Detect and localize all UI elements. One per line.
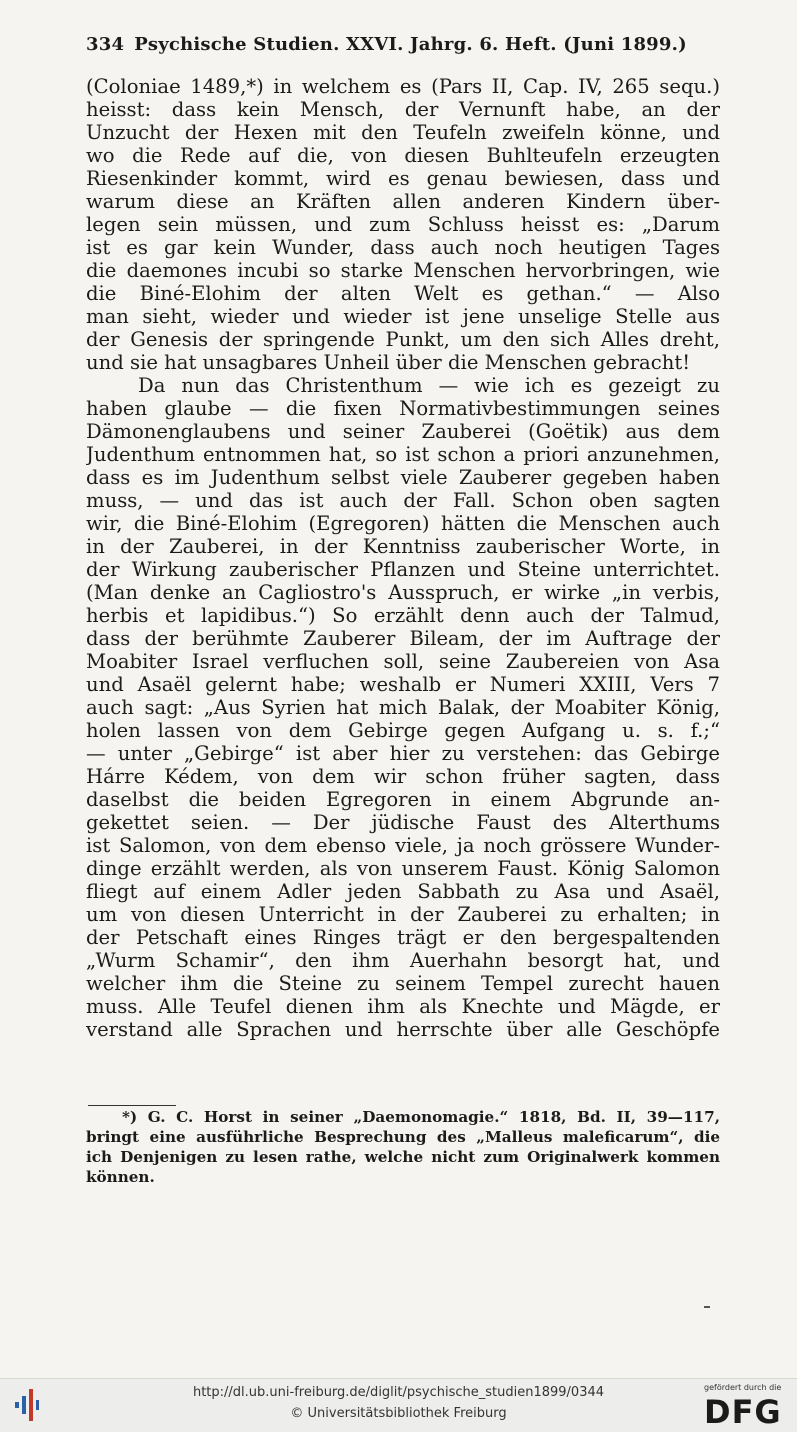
page-mark bbox=[704, 1306, 710, 1308]
text-line: (Man denke an Cagliostro's Ausspruch, er wirke „in verbis, bbox=[86, 581, 720, 604]
text-line: und sie hat unsagbares Unheil über die Menschen gebracht! bbox=[86, 351, 691, 374]
text-line: Dämonenglaubens und seiner Zauberei (Goëtik) aus dem bbox=[86, 420, 720, 443]
running-title: Psychische Studien. XXVI. Jahrg. 6. Heft. (Juni 1899.) bbox=[134, 34, 687, 55]
text-line: Unzucht der Hexen mit den Teufeln zweifeln könne, und bbox=[86, 121, 720, 144]
text-line: dinge erzählt werden, als von unserem Faust. König Salomon bbox=[86, 857, 720, 880]
text-line: der Wirkung zauberischer Pflanzen und Steine unterrichtet. bbox=[86, 558, 720, 581]
viewer-footer bbox=[0, 1378, 797, 1432]
running-header bbox=[86, 34, 726, 55]
footer-copyright: © Universitätsbibliothek Freiburg bbox=[290, 1406, 507, 1421]
text-line: Hárre Kédem, von dem wir schon früher sagten, dass bbox=[86, 765, 720, 788]
footnote-line: *) G. C. Horst in seiner „Daemonomagie.“ 1818, Bd. II, 39—117, bbox=[122, 1108, 720, 1126]
text-line: herbis et lapidibus.“) So erzählt denn auch der Talmud, bbox=[86, 604, 720, 627]
footnote-line: bringt eine ausführliche Besprechung des „Malleus maleficarum“, die bbox=[86, 1128, 720, 1146]
text-line: in der Zauberei, in der Kenntniss zauberischer Worte, in bbox=[86, 535, 720, 558]
text-line: Judenthum entnommen hat, so ist schon a priori anzunehmen, bbox=[86, 443, 720, 466]
dfg-logo bbox=[704, 1393, 790, 1427]
footnote-line: können. bbox=[86, 1168, 155, 1186]
body-text bbox=[86, 75, 720, 1041]
text-line: (Coloniae 1489,*) in welchem es (Pars II, Cap. IV, 265 sequ.) bbox=[86, 75, 720, 98]
text-line: heisst: dass kein Mensch, der Vernunft habe, an der bbox=[86, 98, 720, 121]
dfg-logo-text: DFG bbox=[704, 1393, 782, 1427]
text-line: der Petschaft eines Ringes trägt er den bergespaltenden bbox=[86, 926, 720, 949]
text-line: man sieht, wieder und wieder ist jene unselige Stelle aus bbox=[86, 305, 720, 328]
text-line: die Biné-Elohim der alten Welt es gethan.“ — Also bbox=[86, 282, 720, 305]
footnote-divider bbox=[88, 1105, 176, 1106]
text-line: welcher ihm die Steine zu seinem Tempel zurecht hauen bbox=[86, 972, 720, 995]
text-line: legen sein müssen, und zum Schluss heisst es: „Darum bbox=[86, 213, 720, 236]
text-line: dass es im Judenthum selbst viele Zauberer gegeben haben bbox=[86, 466, 720, 489]
footnotes bbox=[86, 1107, 720, 1187]
text-line: Riesenkinder kommt, wird es genau bewiesen, dass und bbox=[86, 167, 720, 190]
text-line: daselbst die beiden Egregoren in einem Abgrunde an- bbox=[86, 788, 720, 811]
text-line: fliegt auf einem Adler jeden Sabbath zu Asa und Asaël, bbox=[86, 880, 720, 903]
text-line: „Wurm Schamir“, den ihm Auerhahn besorgt hat, und bbox=[86, 949, 720, 972]
text-line: dass der berühmte Zauberer Bileam, der im Auftrage der bbox=[86, 627, 720, 650]
text-line: warum diese an Kräften allen anderen Kindern über- bbox=[86, 190, 720, 213]
text-line: gekettet seien. — Der jüdische Faust des Alterthums bbox=[86, 811, 720, 834]
text-line: — unter „Gebirge“ ist aber hier zu verstehen: das Gebirge bbox=[86, 742, 720, 765]
text-line: wo die Rede auf die, von diesen Buhlteufeln erzeugten bbox=[86, 144, 720, 167]
text-line: wir, die Biné-Elohim (Egregoren) hätten die Menschen auch bbox=[86, 512, 720, 535]
footnote-line: ich Denjenigen zu lesen rathe, welche nicht zum Originalwerk kommen bbox=[86, 1148, 720, 1166]
text-line: um von diesen Unterricht in der Zauberei zu erhalten; in bbox=[86, 903, 720, 926]
text-line: Moabiter Israel verfluchen soll, seine Zaubereien von Asa bbox=[86, 650, 720, 673]
text-line: muss. Alle Teufel dienen ihm als Knechte und Mägde, er bbox=[86, 995, 720, 1018]
text-line: der Genesis der springende Punkt, um den sich Alles dreht, bbox=[86, 328, 720, 351]
text-line: Da nun das Christenthum — wie ich es gezeigt zu bbox=[138, 374, 720, 397]
text-line: und Asaël gelernt habe; weshalb er Numeri XXIII, Vers 7 bbox=[86, 673, 720, 696]
text-line: ist Salomon, von dem ebenso viele, ja noch grössere Wunder- bbox=[86, 834, 720, 857]
text-line: die daemones incubi so starke Menschen hervorbringen, wie bbox=[86, 259, 720, 282]
page-number: 334 bbox=[86, 34, 125, 55]
text-line: muss, — und das ist auch der Fall. Schon oben sagten bbox=[86, 489, 720, 512]
footer-url: http://dl.ub.uni-freiburg.de/diglit/psychische_studien1899/0344 bbox=[192, 1385, 605, 1400]
text-line: verstand alle Sprachen und herrschte über alle Geschöpfe bbox=[86, 1018, 720, 1041]
text-line: ist es gar kein Wunder, dass auch noch heutigen Tages bbox=[86, 236, 720, 259]
text-line: haben glaube — die fixen Normativbestimmungen seines bbox=[86, 397, 720, 420]
text-line: auch sagt: „Aus Syrien hat mich Balak, der Moabiter König, bbox=[86, 696, 720, 719]
dfg-caption: gefördert durch die bbox=[704, 1383, 782, 1392]
text-line: holen lassen von dem Gebirge gegen Aufgang u. s. f.;“ bbox=[86, 719, 720, 742]
